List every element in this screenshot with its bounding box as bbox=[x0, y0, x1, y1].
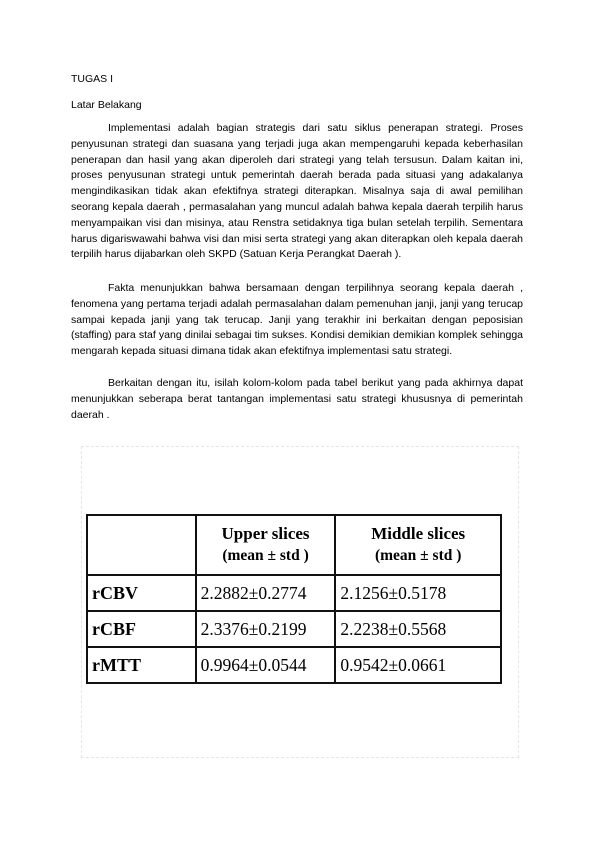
paragraph-1: Implementasi adalah bagian strategis dari satu siklus penerapan strategi. Proses penyusunan strategi dan suasana yang terjadi juga akan mempengaruhi kepada keberhasilan penerapan dan hasil yang akan diperoleh dari strategi yang telah tersusun. Dalam kaitan ini, proses penyusunan strategi untuk pemerintah daerah berada pada situasi yang adakalanya mengindikasikan tidak akan efektifnya strategi diterapkan. Misalnya saja di awal pemilihan seorang kepala daerah , permasalahan yang muncul adalah bahwa kepala daerah terpilih harus menyampaikan visi dan misinya, atau Renstra setidaknya tiga bulan setelah terpilih. Sementara harus digariswawahi bahwa visi dan misi serta strategi yang akan diterapkan oleh kepala daerah terpilih harus dijabarkan oleh SKPD (Satuan Kerja Perangkat Daerah ). bbox=[71, 122, 523, 261]
header-upper-subtitle: (mean ± std ) bbox=[222, 547, 309, 564]
document-title: TUGAS I bbox=[71, 73, 114, 85]
row-label-rcbf: rCBF bbox=[87, 611, 196, 647]
cell-rcbv-middle: 2.1256±0.5178 bbox=[335, 575, 501, 611]
header-cell-middle bbox=[335, 515, 501, 575]
table-row bbox=[87, 611, 501, 647]
table-row bbox=[87, 647, 501, 683]
results-table bbox=[86, 514, 502, 684]
cell-rmtt-middle: 0.9542±0.0661 bbox=[335, 647, 501, 683]
table-header-row bbox=[87, 515, 501, 575]
header-upper-title: Upper slices bbox=[221, 524, 310, 543]
paragraph-3: Berkaitan dengan itu, isilah kolom-kolom pada tabel berikut yang pada akhirnya dapat menunjukkan seberapa berat tantangan implementasi satu strategi khususnya di pemerintah daerah . bbox=[71, 377, 523, 421]
cell-rcbf-upper: 2.3376±0.2199 bbox=[196, 611, 336, 647]
row-label-rmtt: rMTT bbox=[87, 647, 196, 683]
header-middle-title: Middle slices bbox=[371, 524, 466, 543]
cell-rmtt-upper: 0.9964±0.0544 bbox=[196, 647, 336, 683]
header-middle-subtitle: (mean ± std ) bbox=[374, 547, 462, 564]
row-label-rcbv: rCBV bbox=[87, 575, 196, 611]
header-cell-upper bbox=[196, 515, 336, 575]
table-row bbox=[87, 575, 501, 611]
cell-rcbv-upper: 2.2882±0.2774 bbox=[196, 575, 336, 611]
section-heading: Latar Belakang bbox=[71, 99, 142, 111]
paragraph-2: Fakta menunjukkan bahwa bersamaan dengan terpilihnya seorang kepala daerah , fenomena yang pertama terjadi adalah permasalahan dalam pemenuhan janji, janji yang terucap sampai kepada janji yang tak terucap. Janji yang terakhir ini berkaitan dengan peposisian (staffing) para staf yang dinilai sebagai tim sukses. Kondisi demikian demikian komplek sehingga mengarah kepada situasi dimana tidak akan efektifnya implementasi satu strategi. bbox=[71, 282, 523, 358]
header-cell-empty bbox=[87, 515, 196, 575]
cell-rcbf-middle: 2.2238±0.5568 bbox=[335, 611, 501, 647]
